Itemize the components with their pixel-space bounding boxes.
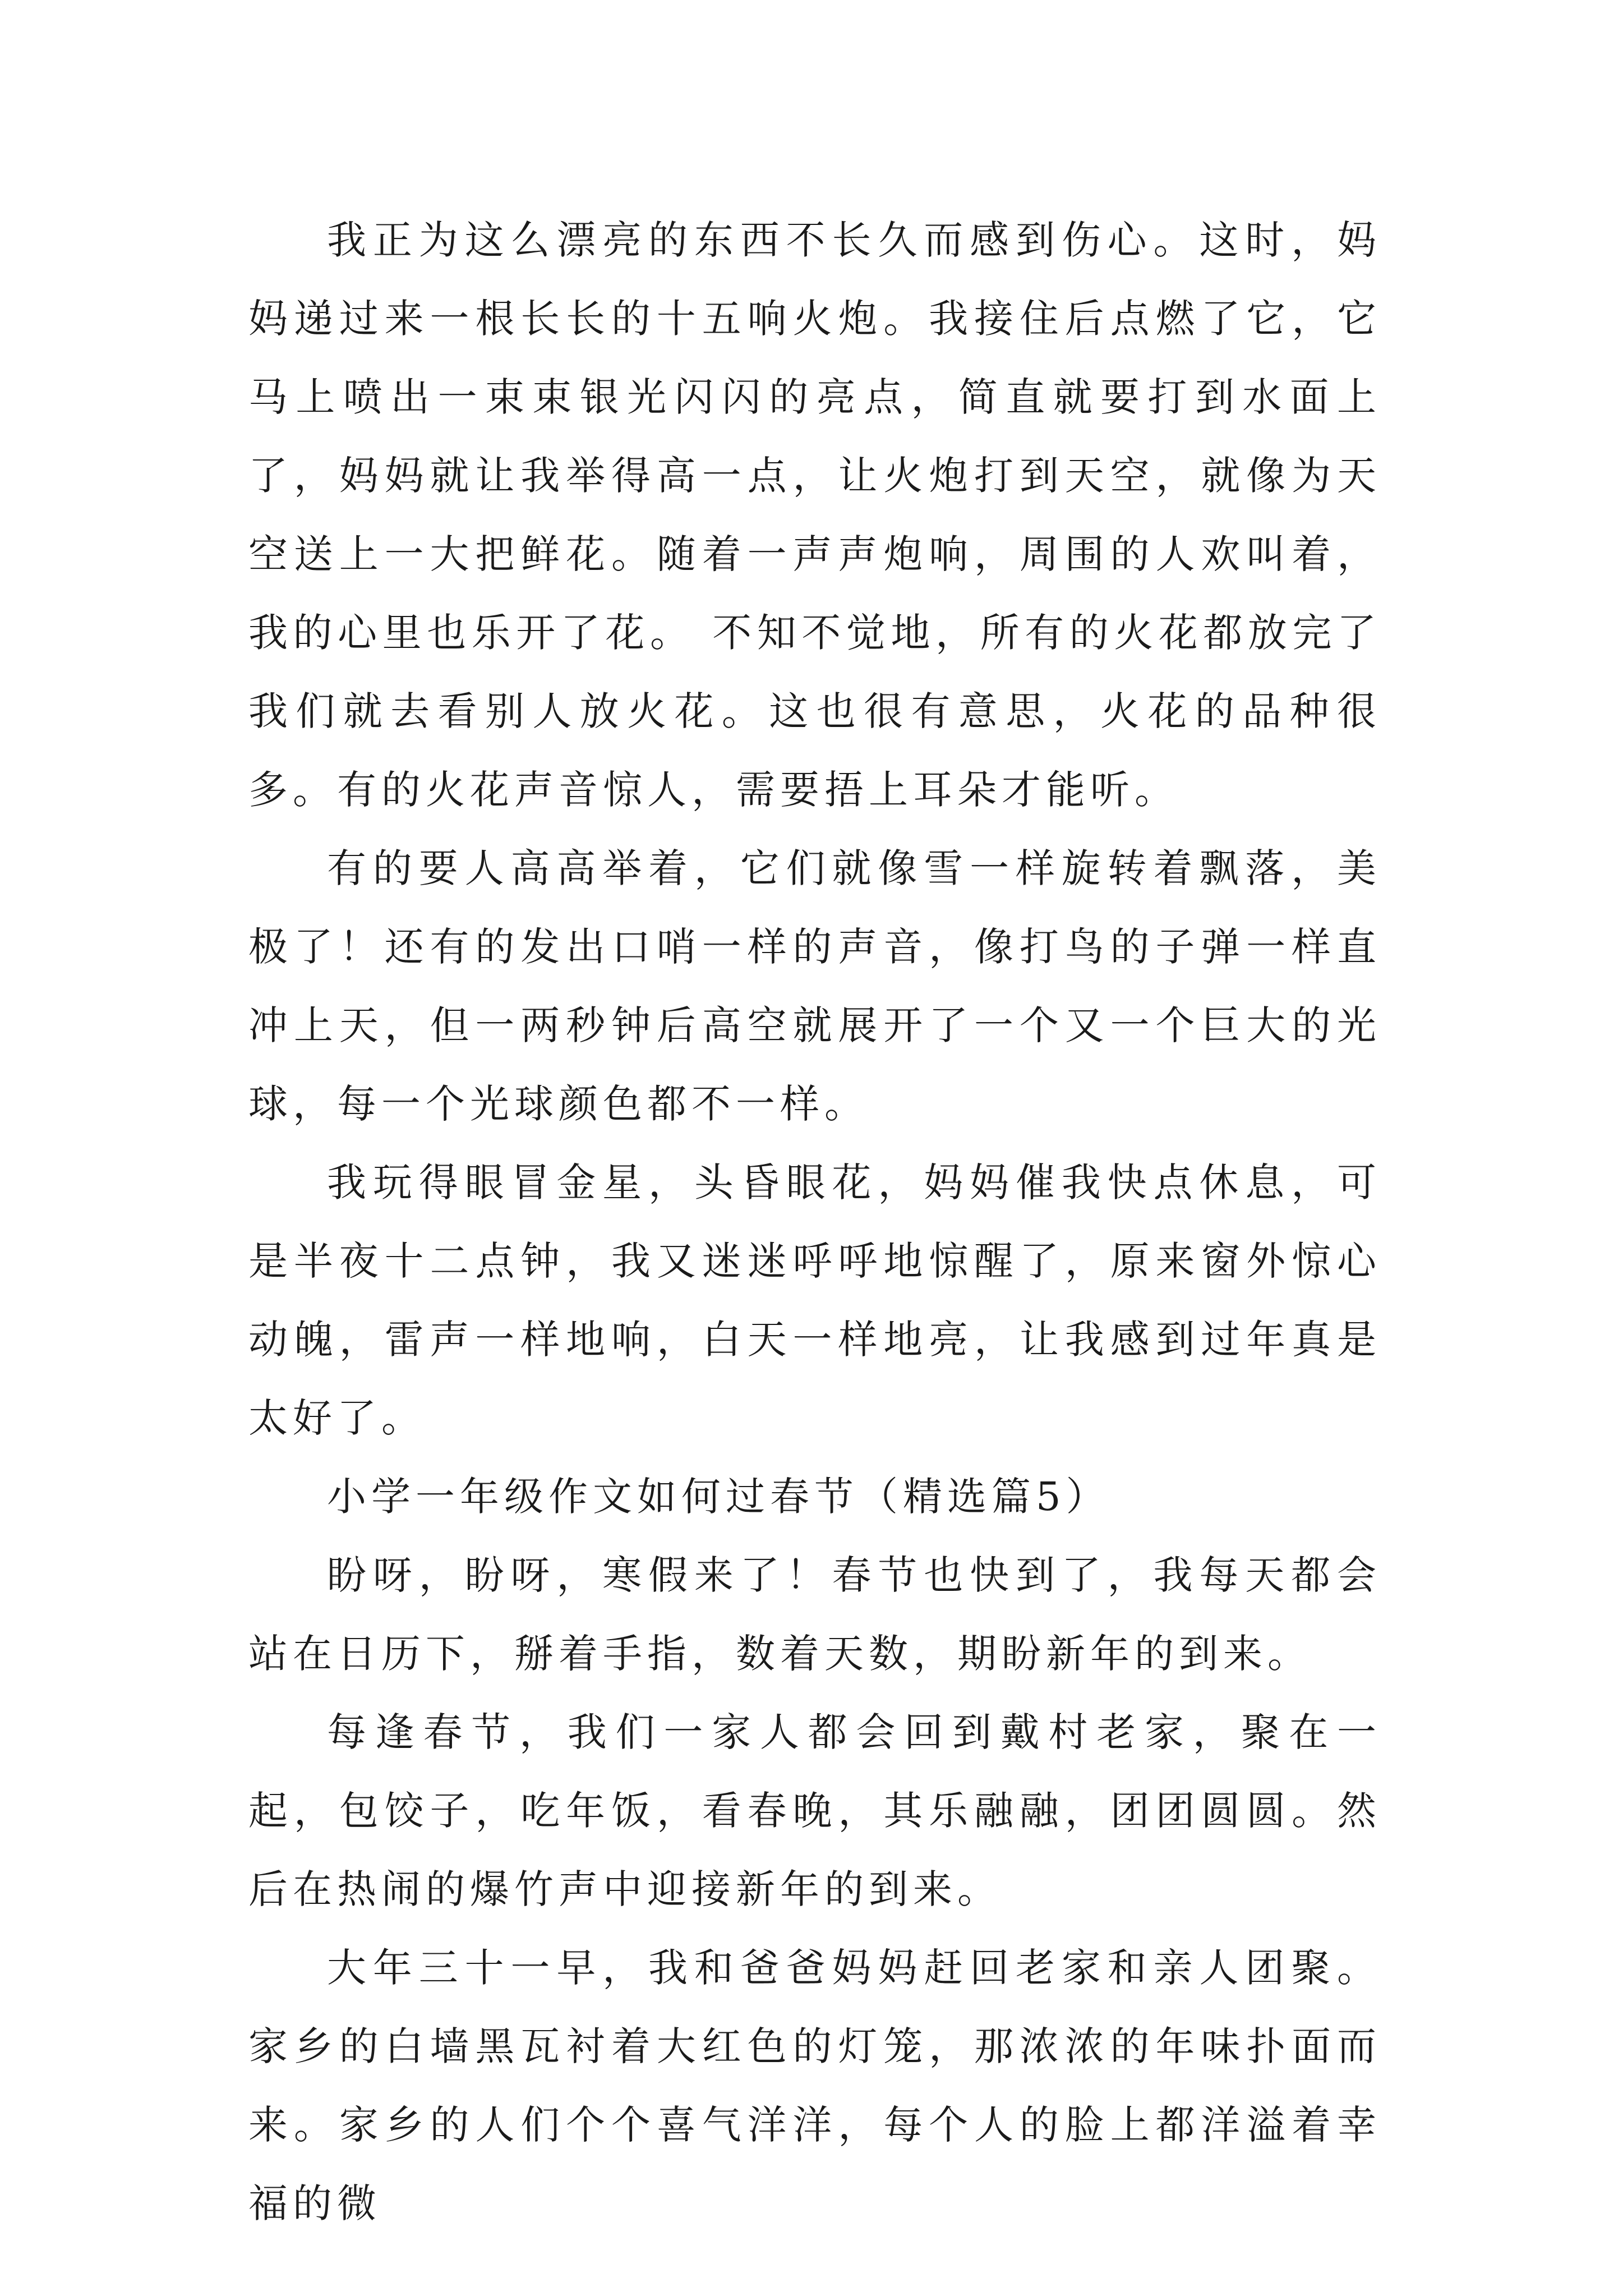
section-heading: 小学一年级作文如何过春节（精选篇5） <box>327 1474 1110 1520</box>
paragraph-midnight: 我玩得眼冒金星，头昏眼花，妈妈催我快点休息，可是半夜十二点钟，我又迷迷呼呼地惊醒了，原来窗外惊心动魄，雷声一样地响，白天一样地亮，让我感到过年真是太好了。 <box>248 1159 1381 1441</box>
document-body <box>248 201 1381 2243</box>
paragraph-fireworks-variety: 有的要人高高举着，它们就像雪一样旋转着飘落，美极了！还有的发出口哨一样的声音，像打鸟的子弹一样直冲上天，但一两秒钟后高空就展开了一个又一个巨大的光球，每一个光球颜色都不一样。 <box>248 845 1381 1127</box>
paragraph-family-reunion: 每逢春节，我们一家人都会回到戴村老家，聚在一起，包饺子，吃年饭，看春晚，其乐融融，团团圆圆。然后在热闹的爆竹声中迎接新年的到来。 <box>248 1709 1381 1912</box>
paragraph-new-year-eve: 大年三十一早，我和爸爸妈妈赶回老家和亲人团聚。家乡的白墙黑瓦衬着大红色的灯笼，那浓浓的年味扑面而来。家乡的人们个个喜气洋洋，每个人的脸上都洋溢着幸福的微 <box>248 1945 1381 2226</box>
paragraph-winter-break: 盼呀，盼呀，寒假来了！春节也快到了，我每天都会站在日历下，掰着手指，数着天数，期盼新年的到来。 <box>248 1552 1381 1677</box>
paragraph-fireworks-fifteen-shots: 我正为这么漂亮的东西不长久而感到伤心。这时，妈妈递过来一根长长的十五响火炮。我接住后点燃了它，它马上喷出一束束银光闪闪的亮点，简直就要打到水面上了，妈妈就让我举得高一点，让火炮打到天空，就像为天空送上一大把鲜花。随着一声声炮响，周围的人欢叫着，我的心里也乐开了花。 不知不觉地，所有的火花都放完了我们就去看别人放火花。这也很有意思，火花的品种很多。有的火花声音惊人，需要捂上耳朵才能听。 <box>248 217 1381 813</box>
